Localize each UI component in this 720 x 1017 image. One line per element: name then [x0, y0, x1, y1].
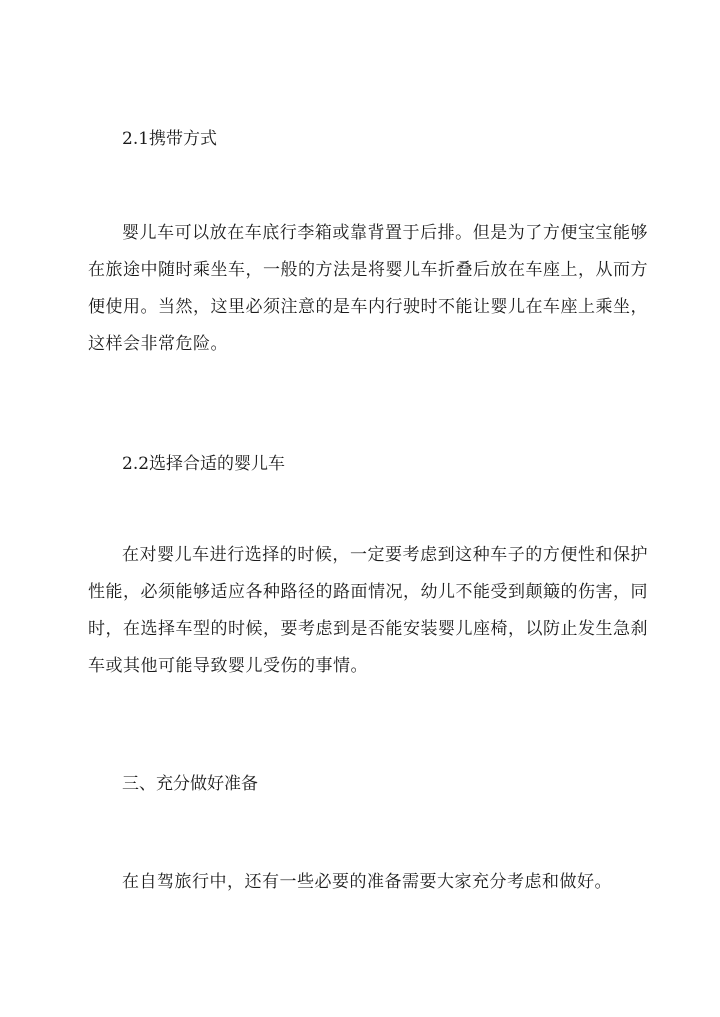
paragraph-stroller-storage: 婴儿车可以放在车底行李箱或靠背置于后排。但是为了方便宝宝能够在旅途中随时乘坐车，一般的方法是将婴儿车折叠后放在车座上，从而方便使用。当然，这里必须注意的是车内行驶时不能让婴儿在车座上乘坐，这样会非常危险。: [88, 223, 648, 354]
heading-section-3: 三、充分做好准备: [122, 774, 258, 794]
heading-2-2: 2.2选择合适的婴儿车: [122, 454, 286, 474]
heading-2-1: 2.1携带方式: [122, 129, 218, 149]
paragraph-choose-stroller: 在对婴儿车进行选择的时候，一定要考虑到这种车子的方便性和保护性能，必须能够适应各种路径的路面情况，幼儿不能受到颠簸的伤害，同时，在选择车型的时候，要考虑到是否能安装婴儿座椅，以防止发生急刹车或其他可能导致婴儿受伤的事情。: [88, 545, 648, 676]
paragraph-preparation: 在自驾旅行中，还有一些必要的准备需要大家充分考虑和做好。: [122, 872, 612, 892]
